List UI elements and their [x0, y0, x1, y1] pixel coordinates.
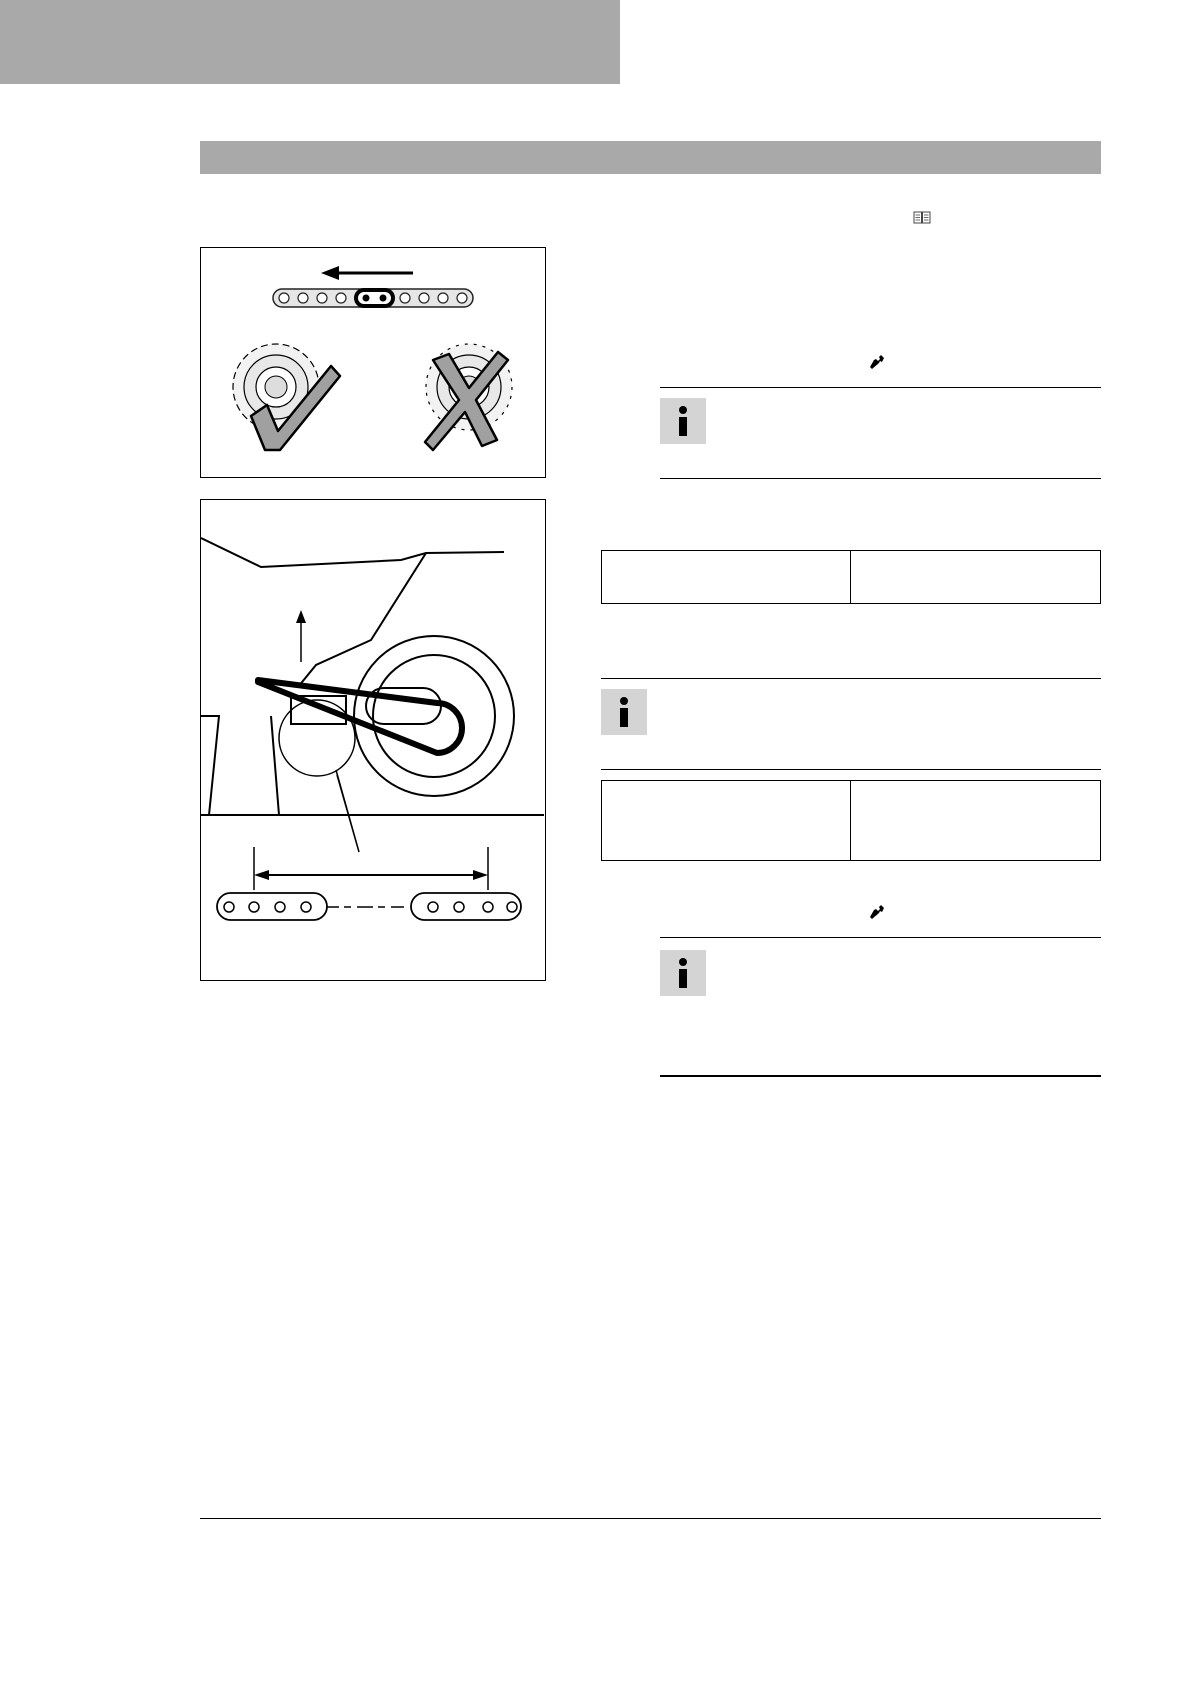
spec-label	[602, 551, 851, 604]
direction-arrow	[321, 266, 413, 280]
manual-book-icon	[913, 211, 931, 225]
note-top-rule	[601, 678, 1101, 679]
note-bottom-rule	[660, 1075, 1101, 1077]
footer-rule	[200, 1518, 1101, 1519]
note-bottom-rule	[660, 478, 1101, 479]
wrench-icon	[869, 904, 885, 920]
note-top-rule	[660, 387, 1101, 388]
spec-label	[602, 781, 851, 861]
chain-sprocket-wear-figure	[200, 247, 546, 478]
spec-table	[601, 780, 1101, 861]
spec-table	[601, 550, 1101, 604]
wrench-icon	[869, 354, 885, 370]
section-title-bar	[200, 141, 1101, 174]
lift-arrow-icon	[296, 610, 306, 623]
measurement-dimension-line	[254, 847, 488, 890]
info-icon	[660, 398, 706, 444]
note-bottom-rule	[601, 769, 1101, 770]
info-icon	[601, 689, 647, 735]
header-tab	[0, 0, 620, 84]
spec-value	[851, 551, 1101, 604]
chain-wear-measurement-figure	[200, 499, 546, 981]
motorcycle-outline	[201, 538, 544, 815]
note-top-rule	[660, 937, 1101, 938]
spec-value	[851, 781, 1101, 861]
chain-strip	[273, 289, 473, 307]
info-icon	[660, 950, 706, 996]
measured-chain-section	[217, 893, 521, 920]
